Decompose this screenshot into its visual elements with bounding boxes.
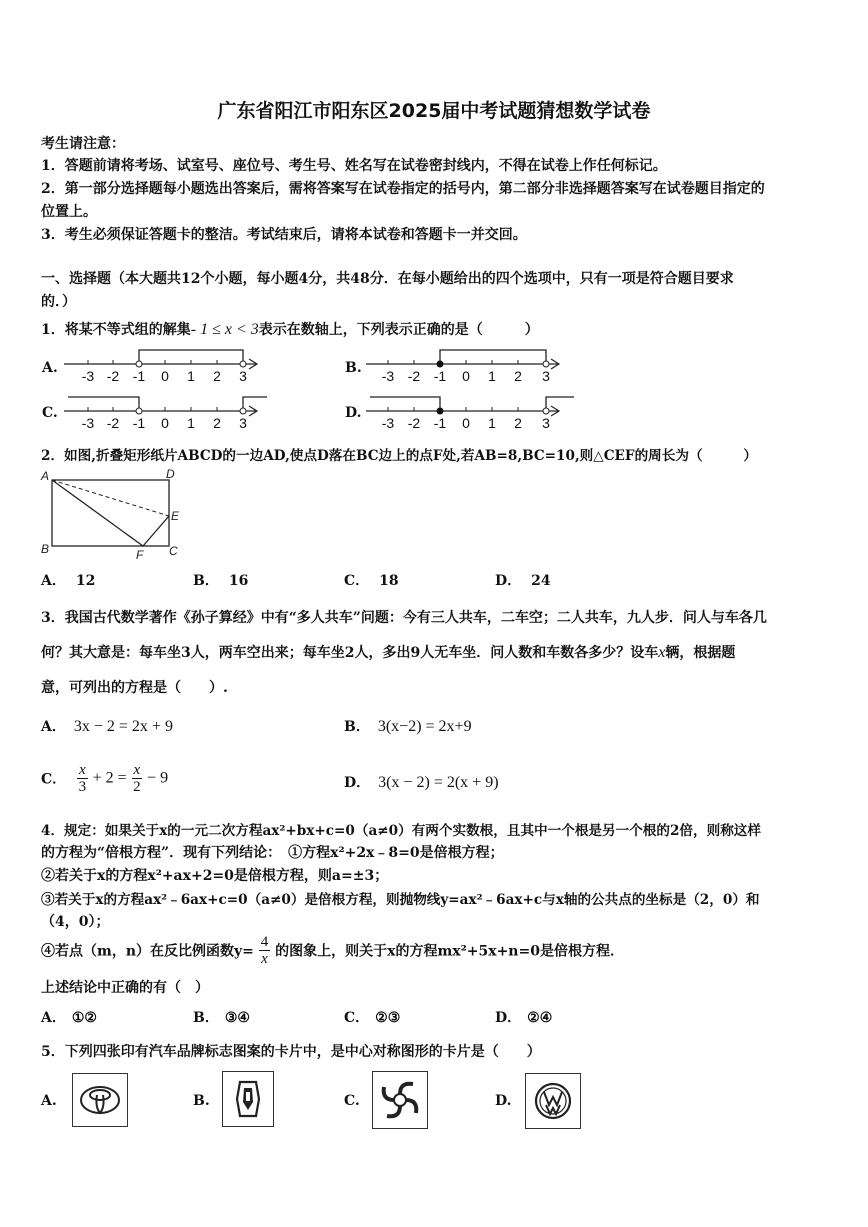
question-4-line: （4，0）； [41,914,110,930]
number-line-a [60,344,270,384]
option-b-label: B. [345,360,362,376]
number-line-d [362,389,582,431]
q5-option-b-label: B. [193,1093,210,1109]
notice-item: 1．答题前请将考场、试室号、座位号、考生号、姓名写在试卷密封线内，不得在试卷上作任何标记。 [41,158,667,174]
tick-label: -3 [81,368,95,384]
question-4-line: 上述结论中正确的有（ ） [41,980,209,996]
tick-label: 1 [488,415,496,431]
point-c-label: C [169,544,178,558]
tick-label: -3 [381,415,395,431]
question-3-line: 3．我国古代数学著作《孙子算经》中有“多人共车”问题：今有三人共车，二车空；二人共车，九人步．问人与车各几 [41,610,767,626]
rectangle-fold-diagram [38,466,188,566]
number-line-c [60,389,270,431]
tick-label: 2 [213,368,221,384]
tick-label: -3 [381,368,395,384]
question-4-line: ②若关于x的方程x²+ax+2=0是倍根方程，则a=±3； [41,868,389,884]
tick-label: -2 [407,368,421,384]
tick-label: -1 [132,368,146,384]
q4-option-d: D． ②④ [495,1010,553,1026]
question-4-line: 的方程为“倍根方程”．现有下列结论： ①方程x²+2x﹣8=0是倍根方程； [41,845,504,861]
q2-option-c: C． 18 [344,573,399,589]
tick-label: 0 [462,415,470,431]
question-4-line: ③若关于x的方程ax²﹣6ax+c=0（a≠0）是倍根方程，则抛物线y=ax²﹣6ax+c与x轴的公共点的坐标是（2，0）和 [41,892,760,908]
question-4-line: ④若点（m，n）在反比例函数y= $\frac{4}{x}$ 的图象上，则关于x的方程mx²+5x+n=0是倍根方程． [41,934,624,967]
page-title: 广东省阳江市阳东区2025届中考试题猜想数学试卷 [217,100,651,122]
volkswagen-logo-icon [525,1073,581,1129]
tick-label: 3 [239,415,247,431]
q4-option-b: B． ③④ [193,1010,250,1026]
q2-option-b: B． 16 [193,573,249,589]
tick-label: -1 [132,415,146,431]
q5-option-c-label: C. [344,1093,360,1109]
q3-option-b: B． 3(x−2) = 2x+9 [344,718,472,735]
tick-label: 3 [542,368,550,384]
section-heading-cont: 的．） [41,294,76,310]
point-e-label: E [171,509,180,523]
option-a-label: A. [42,360,58,376]
tick-label: 0 [161,368,169,384]
point-d-label: D [166,467,175,481]
hongqi-logo-icon [222,1071,274,1127]
q3-option-a: A． 3x − 2 = 2x + 9 [41,718,173,735]
number-line-b [362,344,572,384]
tick-label: 2 [213,415,221,431]
tick-label: -1 [433,415,447,431]
tick-label: 1 [187,415,195,431]
section-heading: 一、选择题（本大题共12个小题，每小题4分，共48分．在每小题给出的四个选项中，只有一项是符合题目要求 [41,271,734,287]
question-4-line: 4．规定：如果关于x的一元二次方程ax²+bx+c=0（a≠0）有两个实数根，且其中一个根是另一个根的2倍，则称这样 [41,823,761,839]
q2-option-a: A． 12 [41,573,96,589]
option-d-label: D. [345,405,362,421]
tick-label: 1 [187,368,195,384]
notice-item: 位置上。 [41,204,97,220]
tick-label: 2 [514,368,522,384]
point-a-label: A [41,469,50,483]
tick-label: -1 [433,368,447,384]
q2-option-d: D． 24 [495,573,551,589]
q4-option-c: C． ②③ [344,1010,401,1026]
q3-option-c: C． $\frac{x}{3}$ + 2 = $\frac{x}{2}$ − 9 [41,762,169,795]
tick-label: 0 [161,415,169,431]
point-f-label: F [136,548,144,562]
tick-label: 1 [488,368,496,384]
question-3-line: 何？其大意是：每车坐3人，两车空出来；每车坐2人，多出9人无车坐．问人数和车数各多少？设车x辆，根据题 [41,644,736,661]
question-5-stem: 5．下列四张印有汽车品牌标志图案的卡片中，是中心对称图形的卡片是（ ） [41,1044,541,1060]
swirl-logo-icon [372,1071,428,1129]
question-2-stem: 2．如图,折叠矩形纸片ABCD的一边AD,使点D落在BC边上的点F处,若AB=8,BC=10,则△CEF的周长为（ ） [41,448,757,464]
tick-label: 2 [514,415,522,431]
toyota-logo-icon [72,1073,128,1127]
question-1-stem: 1．将某不等式组的解集- 1 ≤ x < 3表示在数轴上，下列表示正确的是（ ） [41,321,539,338]
tick-label: -2 [106,368,120,384]
tick-label: -3 [81,415,95,431]
tick-label: 3 [239,368,247,384]
point-b-label: B [41,542,50,556]
q4-option-a: A． ①② [41,1010,97,1026]
q5-option-d-label: D. [495,1093,512,1109]
tick-label: -2 [106,415,120,431]
q5-option-a-label: A. [41,1093,57,1109]
notice-item: 3．考生必须保证答题卡的整洁。考试结束后，请将本试卷和答题卡一并交回。 [41,227,527,243]
tick-label: -2 [407,415,421,431]
q3-option-d: D． 3(x − 2) = 2(x + 9) [344,774,499,791]
question-3-line: 意，可列出的方程是（ ）. [41,680,228,696]
tick-label: 0 [462,368,470,384]
option-c-label: C. [42,405,58,421]
tick-label: 3 [542,415,550,431]
notice-item: 2．第一部分选择题每小题选出答案后，需将答案写在试卷指定的括号内，第二部分非选择题答案写在试卷题目指定的 [41,181,765,197]
notice-heading: 考生请注意： [41,136,125,152]
